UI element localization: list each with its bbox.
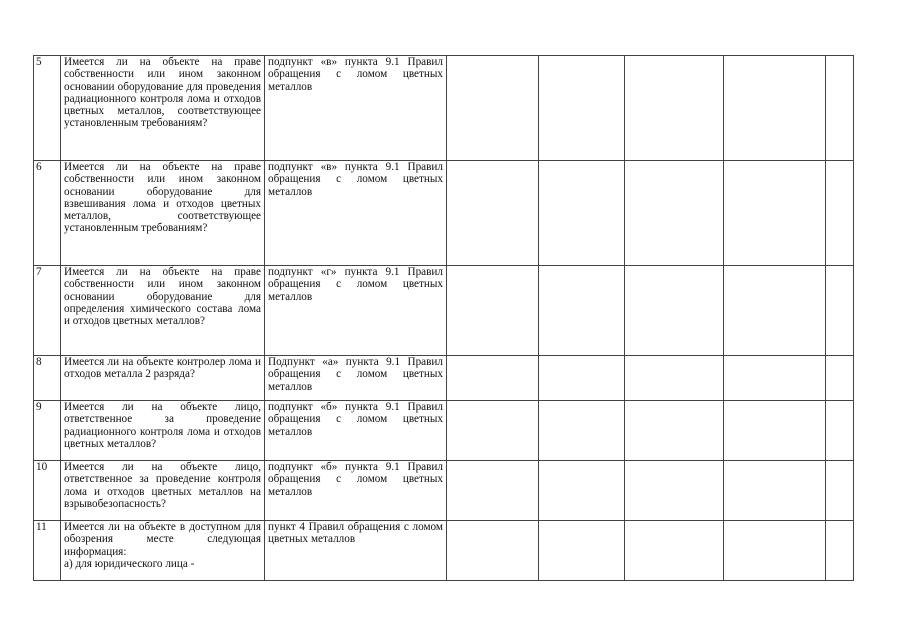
answer-cell [724, 521, 826, 581]
question-cell: Имеется ли на объекте на праве собственности или ином законном основании оборудование для определения химического состава лома и отходов цветных металлов? [61, 266, 265, 356]
answer-cell [539, 56, 625, 161]
question-cell [61, 521, 265, 581]
answer-cell [625, 401, 724, 461]
reference-cell: подпункт «в» пункта 9.1 Правил обращения с ломом цветных металлов [265, 56, 447, 161]
answer-cell [724, 356, 826, 401]
answer-cell [539, 266, 625, 356]
table-row [34, 161, 854, 266]
answer-cell [539, 161, 625, 266]
question-cell: Имеется ли на объекте на праве собственности или ином законном основании оборудование для взвешивания лома и отходов цветных металлов, соответствующее установленным требованиям? [61, 161, 265, 266]
table-row [34, 266, 854, 356]
reference-cell: подпункт «г» пункта 9.1 Правил обращения с ломом цветных металлов [265, 266, 447, 356]
question-cell: Имеется ли на объекте лицо, ответственное за проведение радиационного контроля лома и отходов цветных металлов? [61, 401, 265, 461]
row-number: 8 [34, 356, 61, 401]
reference-cell: пункт 4 Правил обращения с ломом цветных металлов [265, 521, 447, 581]
question-cell: Имеется ли на объекте на праве собственности или ином законном основании оборудование для проведения радиационного контроля лома и отходов цветных металлов, соответствующее установленным требованиям? [61, 56, 265, 161]
question-cell: Имеется ли на объекте лицо, ответственное за проведение контроля лома и отходов цветных металлов на взрывобезопасность? [61, 461, 265, 521]
answer-cell [539, 461, 625, 521]
reference-cell: подпункт «в» пункта 9.1 Правил обращения с ломом цветных металлов [265, 161, 447, 266]
answer-cell [724, 161, 826, 266]
reference-cell: Подпункт «а» пункта 9.1 Правил обращения с ломом цветных металлов [265, 356, 447, 401]
answer-cell [625, 161, 724, 266]
answer-cell [625, 56, 724, 161]
row-number: 5 [34, 56, 61, 161]
answer-cell [625, 266, 724, 356]
table-row [34, 461, 854, 521]
answer-cell [447, 266, 539, 356]
row-number: 7 [34, 266, 61, 356]
answer-cell [625, 356, 724, 401]
question-subitem: а) для юридического лица - [64, 557, 195, 570]
table-row [34, 521, 854, 581]
answer-cell [826, 161, 854, 266]
answer-cell [826, 521, 854, 581]
table-row [34, 401, 854, 461]
answer-cell [447, 521, 539, 581]
answer-cell [724, 401, 826, 461]
answer-cell [826, 461, 854, 521]
question-text: Имеется ли на объекте в доступном для обозрения месте следующая информация: [64, 521, 261, 558]
answer-cell [724, 56, 826, 161]
answer-cell [447, 461, 539, 521]
table-row [34, 56, 854, 161]
answer-cell [826, 356, 854, 401]
answer-cell [724, 266, 826, 356]
answer-cell [447, 356, 539, 401]
answer-cell [826, 266, 854, 356]
answer-cell [539, 521, 625, 581]
answer-cell [447, 401, 539, 461]
question-cell: Имеется ли на объекте контролер лома и отходов металла 2 разряда? [61, 356, 265, 401]
row-number: 11 [34, 521, 61, 581]
answer-cell [447, 56, 539, 161]
answer-cell [826, 401, 854, 461]
answer-cell [625, 461, 724, 521]
answer-cell [625, 521, 724, 581]
row-number: 9 [34, 401, 61, 461]
table-row [34, 356, 854, 401]
row-number: 10 [34, 461, 61, 521]
checklist-table [33, 55, 854, 581]
answer-cell [826, 56, 854, 161]
reference-cell: подпункт «б» пункта 9.1 Правил обращения с ломом цветных металлов [265, 461, 447, 521]
answer-cell [539, 401, 625, 461]
reference-cell: подпункт «б» пункта 9.1 Правил обращения с ломом цветных металлов [265, 401, 447, 461]
answer-cell [447, 161, 539, 266]
answer-cell [724, 461, 826, 521]
answer-cell [539, 356, 625, 401]
row-number: 6 [34, 161, 61, 266]
